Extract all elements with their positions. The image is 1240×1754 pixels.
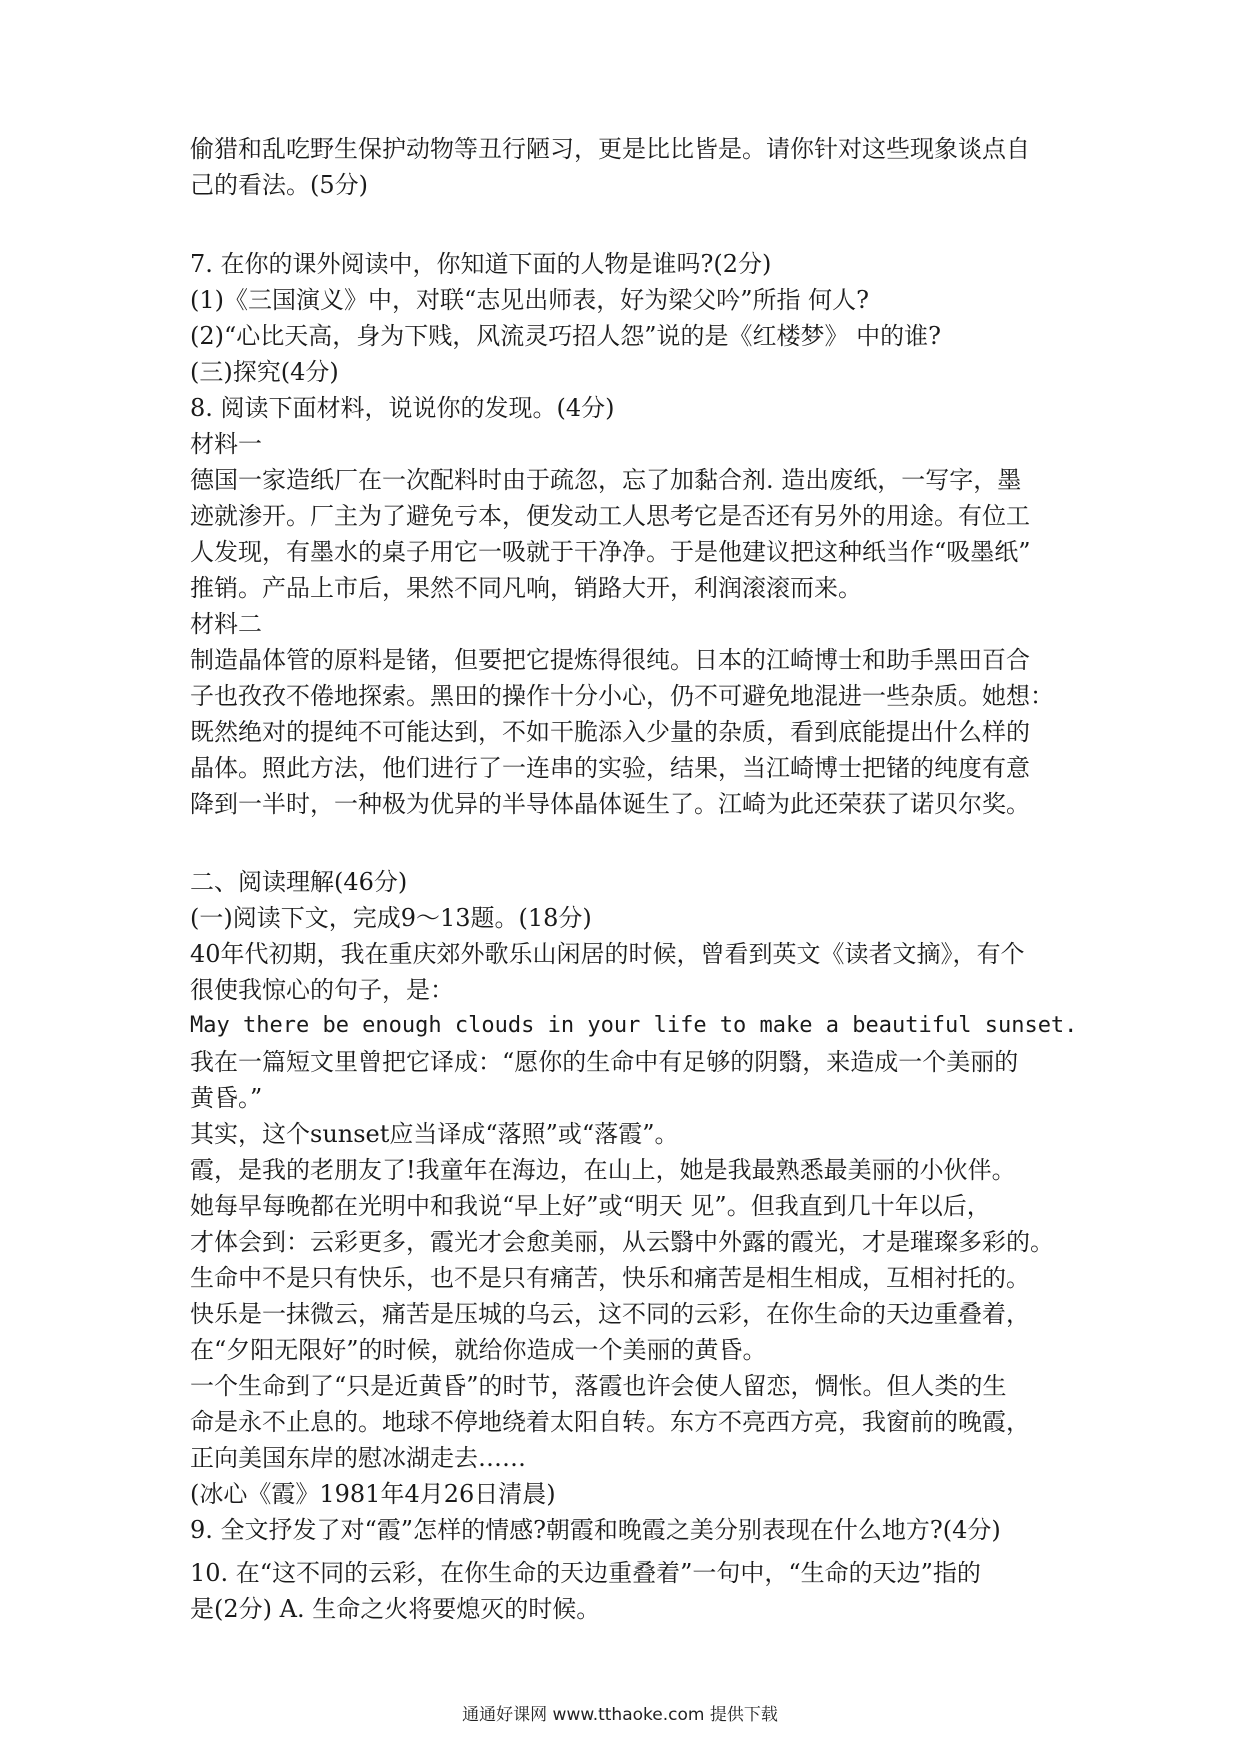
text-line: 制造晶体管的原料是锗，但要把它提炼得很纯。日本的江崎博士和助手黑田百合 [190, 646, 1030, 674]
text-line: 快乐是一抹微云，痛苦是压城的乌云，这不同的云彩，在你生命的天边重叠着， [190, 1300, 1030, 1328]
text-line: 才体会到：云彩更多，霞光才会愈美丽，从云翳中外露的霞光，才是璀璨多彩的。 [190, 1228, 1054, 1256]
text-line: 在“夕阳无限好”的时候，就给你造成一个美丽的黄昏。 [190, 1336, 767, 1364]
text-line: 命是永不止息的。地球不停地绕着太阳自转。东方不亮西方亮，我窗前的晚霞， [190, 1408, 1030, 1436]
question-7-block [190, 246, 1070, 822]
text-line: 正向美国东岸的慰冰湖走去…… [190, 1444, 526, 1472]
text-line: 8. 阅读下面材料，说说你的发现。(4分) [190, 394, 615, 422]
text-line: 她每早每晚都在光明中和我说“早上好”或“明天 见”。但我直到几十年以后， [190, 1192, 991, 1220]
text-line: 7. 在你的课外阅读中，你知道下面的人物是谁吗?(2分) [190, 250, 772, 278]
section-2-block [190, 864, 1078, 1548]
source-citation: (冰心《霞》1981年4月26日清晨) [190, 1480, 556, 1508]
page-footer: 通通好课网 www.tthaoke.com 提供下载 [462, 1705, 778, 1725]
text-line: 10. 在“这不同的云彩，在你生命的天边重叠着”一句中，“生命的天边”指的 [190, 1559, 981, 1587]
text-line: 德国一家造纸厂在一次配料时由于疏忽，忘了加黏合剂. 造出废纸，一写字，墨 [190, 466, 1022, 494]
text-line: 降到一半时，一种极为优异的半导体晶体诞生了。江崎为此还荣获了诺贝尔奖。 [190, 790, 1030, 818]
text-line: (三)探究(4分) [190, 358, 339, 386]
text-line: 己的看法。(5分) [190, 171, 368, 199]
text-line: 偷猎和乱吃野生保护动物等丑行陋习，更是比比皆是。请你针对这些现象谈点自 [190, 135, 1030, 163]
section-heading: 二、阅读理解(46分) [190, 868, 408, 896]
text-line: 子也孜孜不倦地探索。黑田的操作十分小心，仍不可避免地混进一些杂质。她想： [190, 682, 1054, 710]
text-line: 40年代初期，我在重庆郊外歌乐山闲居的时候，曾看到英文《读者文摘》，有个 [190, 940, 1025, 968]
text-line: 材料二 [190, 610, 262, 638]
text-line: (1)《三国演义》中，对联“志见出师表，好为梁父吟”所指 何人? [190, 286, 870, 314]
text-line: 迹就渗开。厂主为了避免亏本，便发动工人思考它是否还有另外的用途。有位工 [190, 502, 1030, 530]
text-line: 霞，是我的老朋友了!我童年在海边，在山上，她是我最熟悉最美丽的小伙伴。 [190, 1156, 1016, 1184]
text-line: 生命中不是只有快乐，也不是只有痛苦，快乐和痛苦是相生相成，互相衬托的。 [190, 1264, 1030, 1292]
text-line: 推销。产品上市后，果然不同凡响，销路大开，利润滚滚而来。 [190, 574, 862, 602]
text-line: (一)阅读下文，完成9～13题。(18分) [190, 904, 592, 932]
text-line: 既然绝对的提纯不可能达到，不如干脆添入少量的杂质，看到底能提出什么样的 [190, 718, 1030, 746]
text-line: 黄昏。” [190, 1084, 263, 1112]
text-line: 其实，这个sunset应当译成“落照”或“落霞”。 [190, 1120, 679, 1148]
text-line: (2)“心比天高，身为下贱，风流灵巧招人怨”说的是《红楼梦》 中的谁? [190, 322, 942, 350]
question-10-block [190, 1555, 1070, 1627]
text-line: 很使我惊心的句子，是： [190, 976, 454, 1004]
text-line: 材料一 [190, 430, 262, 458]
text-line: 人发现，有墨水的桌子用它一吸就于干净净。于是他建议把这种纸当作“吸墨纸” [190, 538, 1031, 566]
text-line: 一个生命到了“只是近黄昏”的时节，落霞也许会使人留恋，惆怅。但人类的生 [190, 1372, 1007, 1400]
english-quote: May there be enough clouds in your life to make a beautiful sunset. [190, 1013, 1078, 1038]
text-line: 是(2分) A. 生命之火将要熄灭的时候。 [190, 1595, 601, 1623]
question-9: 9. 全文抒发了对“霞”怎样的情感?朝霞和晚霞之美分别表现在什么地方?(4分) [190, 1516, 1001, 1544]
text-line: 我在一篇短文里曾把它译成：“愿你的生命中有足够的阴翳，来造成一个美丽的 [190, 1048, 1019, 1076]
text-line: 晶体。照此方法，他们进行了一连串的实验，结果，当江崎博士把锗的纯度有意 [190, 754, 1030, 782]
intro-paragraph [190, 131, 1070, 203]
